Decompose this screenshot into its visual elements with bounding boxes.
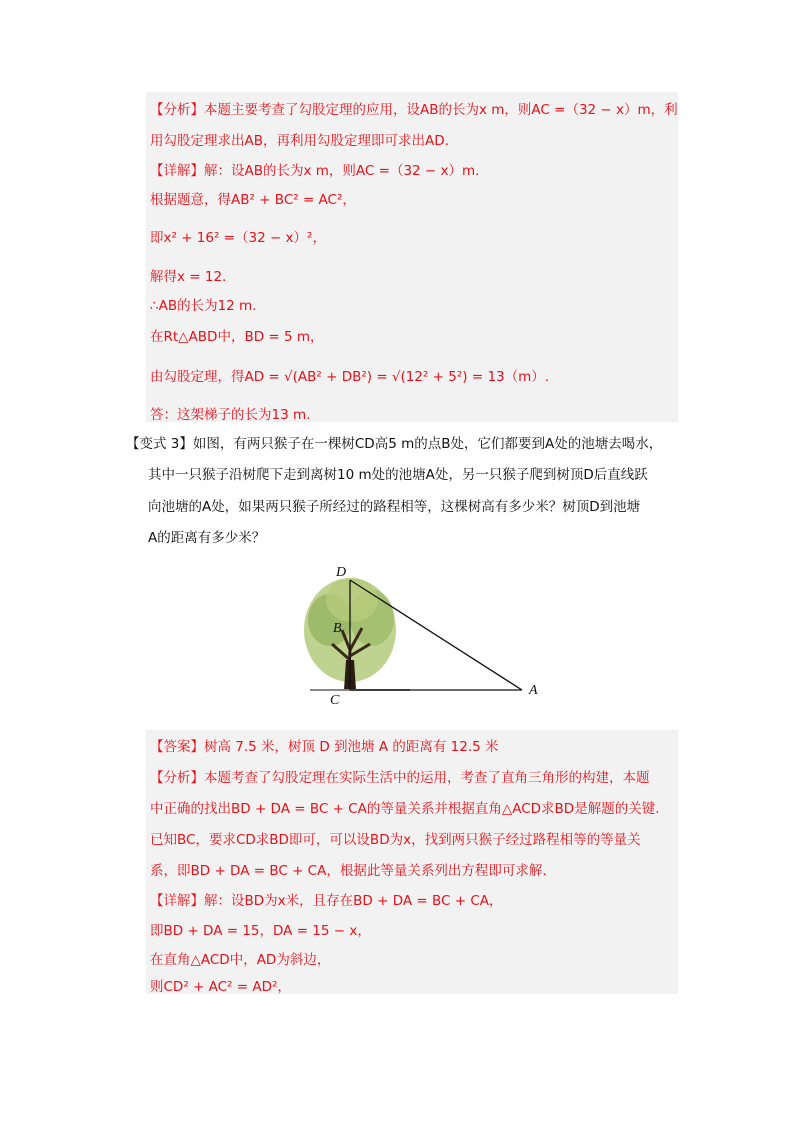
- p1-detail-line: [150, 161, 680, 181]
- p2-detail-text: 解：设BD为x米，且存在BD + DA = BC + CA，: [204, 893, 503, 909]
- label-D: D: [336, 565, 347, 580]
- label-B: B: [333, 621, 342, 636]
- tree-triangle-figure: [300, 560, 560, 720]
- p1-line7: ∴AB的长为12 m.: [150, 298, 257, 314]
- question-line3: 向池塘的A处，如果两只猴子所经过的路程相等，这棵树高有多少米？树顶D到池塘: [148, 499, 641, 515]
- p2-detail-line: [150, 891, 680, 911]
- p2-analysis-line4: 系，即BD + DA = BC + CA，根据此等量关系列出方程即可求解.: [150, 863, 547, 879]
- question-line2: 其中一只猴子沿树爬下走到离树10 m处的池塘A处，另一只猴子爬到树顶D后直线跃: [148, 467, 648, 483]
- p2-answer-line: 【答案】树高 7.5 米，树顶 D 到池塘 A 的距离有 12.5 米: [150, 739, 499, 755]
- p1-line4: 根据题意，得AB² + BC² = AC²，: [150, 192, 356, 208]
- p1-line9: 由勾股定理，得AD = √(AB² + DB²) = √(12² + 5²) = 13（m）.: [150, 369, 550, 385]
- p1-line5: 即x² + 16² =（32 − x）²，: [150, 230, 326, 246]
- p2-analysis-line1: 【分析】本题考查了勾股定理在实际生活中的运用，考查了直角三角形的构建，本题: [150, 770, 650, 786]
- question-line1: 【变式 3】如图，有两只猴子在一棵树CD高5 m的点B处，它们都要到A处的池塘去喝水，: [126, 436, 663, 452]
- p2-analysis-line3: 已知BC，要求CD求BD即可，可以设BD为x，找到两只猴子经过路程相等的等量关: [150, 832, 641, 848]
- tree-icon: [304, 578, 410, 690]
- label-A: A: [529, 683, 538, 698]
- label-C: C: [330, 693, 340, 708]
- detail-tag: 【详解】: [150, 163, 204, 179]
- p1-analysis-line1: 【分析】本题主要考查了勾股定理的应用，设AB的长为x m，则AC =（32 − x）m，利: [150, 102, 678, 118]
- p1-line10: 答：这架梯子的长为13 m.: [150, 407, 311, 423]
- p2-line9: 则CD² + AC² = AD²，: [150, 979, 291, 995]
- p1-analysis-line2: 用勾股定理求出AB，再利用勾股定理即可求出AD.: [150, 133, 449, 149]
- p2-analysis-line2: 中正确的找出BD + DA = BC + CA的等量关系并根据直角△ACD求BD是解题的关键.: [150, 801, 660, 817]
- p2-line7: 即BD + DA = 15，DA = 15 − x，: [150, 923, 371, 939]
- p2-line8: 在直角△ACD中，AD为斜边，: [150, 952, 331, 968]
- question-line4: A的距离有多少米？: [148, 530, 266, 546]
- detail-tag-2: 【详解】: [150, 893, 204, 909]
- p1-line8: 在Rt△ABD中，BD = 5 m，: [150, 329, 324, 345]
- p1-detail-text: 解：设AB的长为x m，则AC =（32 − x）m.: [204, 163, 480, 179]
- p1-line6: 解得x = 12.: [150, 269, 227, 285]
